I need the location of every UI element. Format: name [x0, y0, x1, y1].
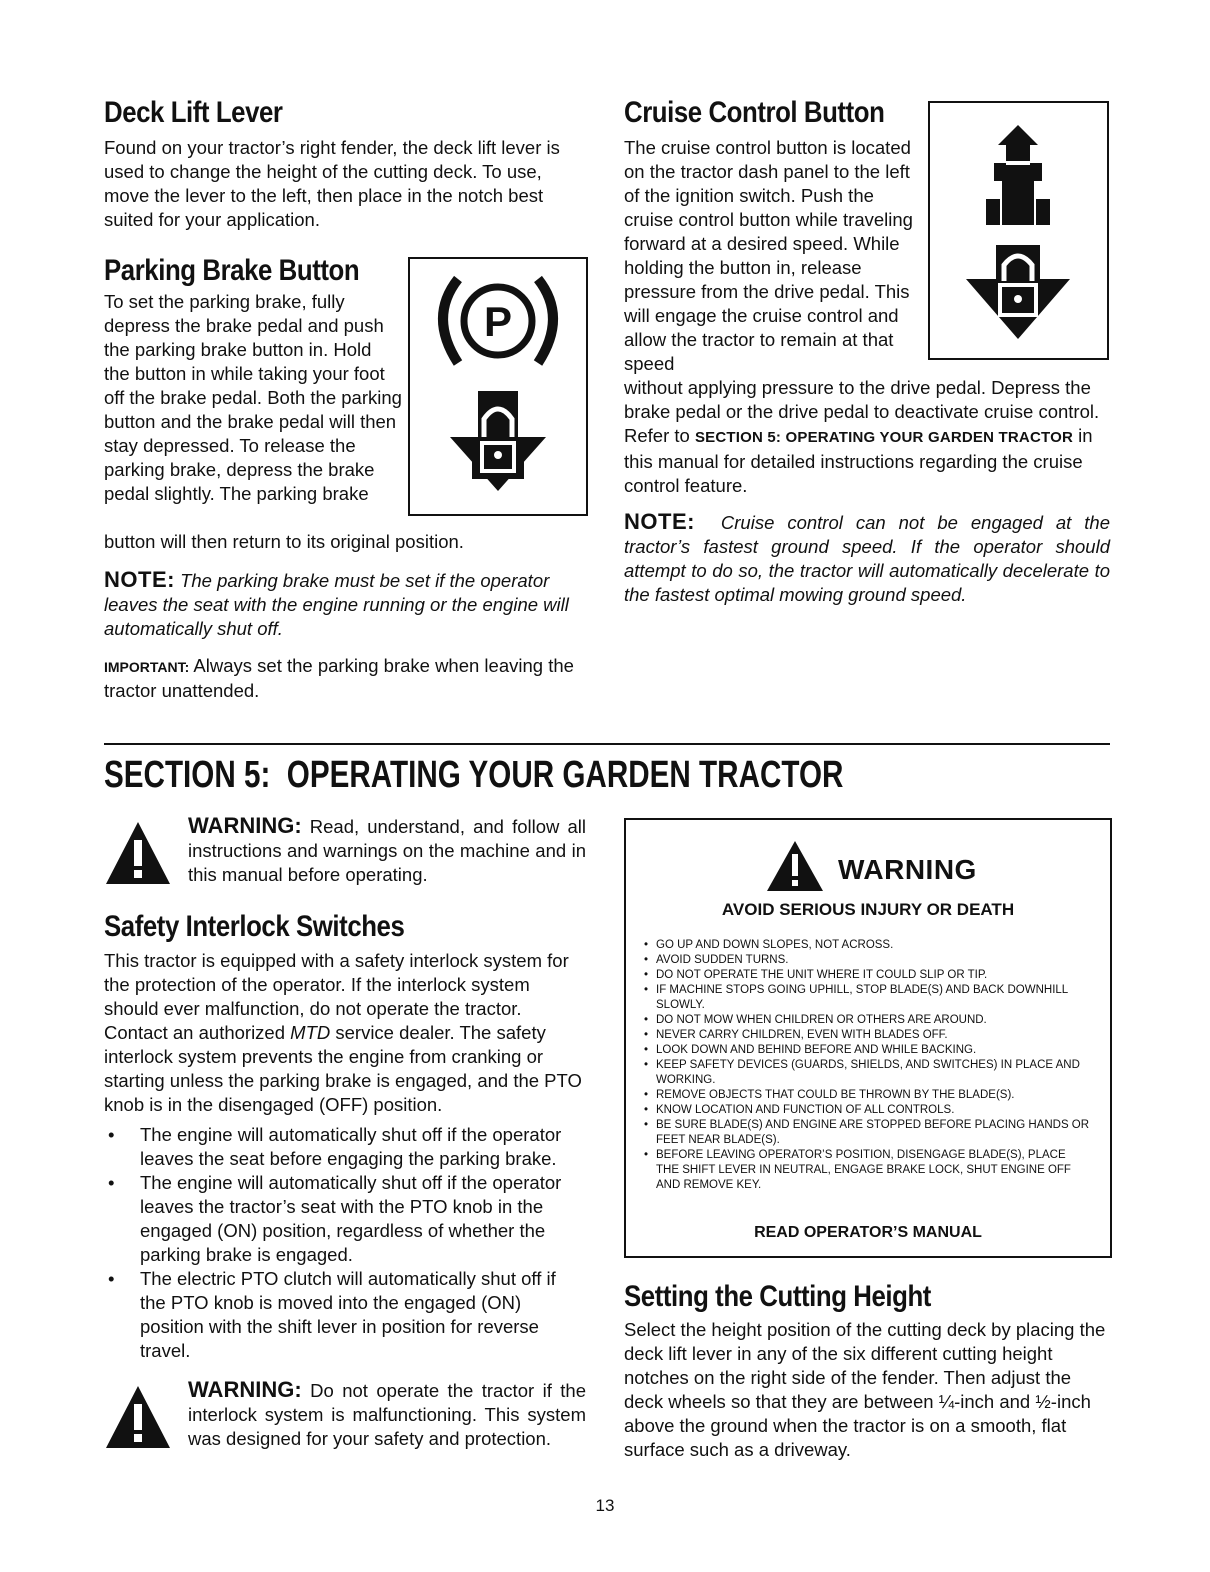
parking-important: [104, 654, 584, 703]
parking-brake-note: [104, 568, 588, 641]
cruise-section-ref: SECTION 5: OPERATING YOUR GARDEN TRACTOR: [694, 429, 1073, 446]
section-title: SECTION 5: OPERATING YOUR GARDEN TRACTOR: [104, 754, 844, 796]
warning-item: • KEEP SAFETY DEVICES (GUARDS, SHIELDS, AND SWITCHES) IN PLACE AND WORKING.: [642, 1058, 1090, 1088]
cruise-body-b: without applying pressure to the drive pedal. Depress the brake pedal or the drive pedal to deactivate cruise control. Refer to SECTION 5: OPERATING YOUR GARDEN TRACTOR in this manual for detailed instructions regarding the cruise control feature.: [624, 377, 1100, 496]
parking-note-text: The parking brake must be set if the operator leaves the seat with the engine running or the engine will automatically shut off.: [104, 570, 569, 639]
cruise-body-a: The cruise control button is located on the tractor dash panel to the left of the ignition switch. Push the cruise control button while traveling forward at a desired speed. While holding the button in, release pressure from the drive pedal. This will engage the cruise control and allow the tractor to remain at that speed: [624, 137, 913, 374]
warning-item: • KNOW LOCATION AND FUNCTION OF ALL CONTROLS.: [642, 1103, 1090, 1118]
cruise-icon-box: [928, 101, 1109, 360]
safety-body-end: service dealer. The safety interlock system prevents the engine from cranking or starting unless the parking brake is engaged, and the PTO knob is in the disengaged (OFF) position.: [104, 1022, 582, 1115]
cutting-height-body: Select the height position of the cutting deck by placing the deck lift lever in any of the six different cutting height notches on the right side of the fender. Then adjust the deck wheels so that they are between ¼-inch and ½-inch above the ground when the tractor is on a smooth, flat surface such as a driveway.: [624, 1319, 1106, 1460]
warning-2-label: WARNING:: [188, 1377, 302, 1402]
safety-interlock-body: [104, 949, 586, 1117]
safety-bullet-2: • The engine will automatically shut off if the operator leaves the tractor’s seat with the PTO knob in the engaged (ON) position, regardless of whether the parking brake is engaged.: [104, 1171, 586, 1267]
deck-lift-heading: Deck Lift Lever: [104, 96, 283, 129]
parking-brake-icon-box: [408, 257, 588, 516]
warning-item: • AVOID SUDDEN TURNS.: [642, 953, 1090, 968]
cruise-note: [624, 510, 1110, 607]
warning-item: • IF MACHINE STOPS GOING UPHILL, STOP BLADE(S) AND BACK DOWNHILL SLOWLY.: [642, 983, 1090, 1013]
parking-brake-icon: [410, 259, 586, 514]
important-label: IMPORTANT:: [104, 659, 190, 675]
warning-item: • LOOK DOWN AND BEHIND BEFORE AND WHILE BACKING.: [642, 1043, 1090, 1058]
parking-brake-heading: Parking Brake Button: [104, 254, 360, 287]
safety-interlock-heading: Safety Interlock Switches: [104, 910, 405, 943]
warning-item: • DO NOT OPERATE THE UNIT WHERE IT COULD SLIP OR TIP.: [642, 968, 1090, 983]
warning-box-triangle-icon: [766, 840, 824, 892]
safety-bullet-1: • The engine will automatically shut off if the operator leaves the seat before engaging the parking brake.: [104, 1123, 586, 1171]
cutting-height-heading: Setting the Cutting Height: [624, 1280, 931, 1313]
warning-1-text: Read, understand, and follow all instructions and warnings on the machine and in this manual before operating.: [188, 816, 587, 885]
warning-item: • GO UP AND DOWN SLOPES, NOT ACROSS.: [642, 938, 1090, 953]
cruise-note-text: Cruise control can not be engaged at the tractor’s fastest ground speed. If the operator should attempt to do so, the tractor will automatically decelerate to the fastest optimal mowing ground speed.: [624, 512, 1110, 605]
warning-triangle-icon-2: [104, 1384, 172, 1450]
parking-p-letter: P: [483, 298, 513, 345]
mtd-brand: MTD: [290, 1022, 331, 1043]
section-divider: [104, 743, 1110, 745]
warning-box-footer: READ OPERATOR’S MANUAL: [754, 1224, 982, 1241]
warning-item: • BE SURE BLADE(S) AND ENGINE ARE STOPPED BEFORE PLACING HANDS OR FEET NEAR BLADE(S).: [642, 1118, 1090, 1148]
warning-box-title: WARNING: [838, 854, 977, 885]
warning-box-subtitle: AVOID SERIOUS INJURY OR DEATH: [721, 900, 1015, 919]
warning-2-text: Do not operate the tractor if the interlock system is malfunctioning. This system was designed for your safety and protection.: [188, 1380, 586, 1449]
warning-item: • NEVER CARRY CHILDREN, EVEN WITH BLADES OFF.: [642, 1028, 1090, 1043]
warning-1: [188, 814, 586, 887]
deck-lift-body: Found on your tractor’s right fender, the deck lift lever is used to change the height of the cutting deck. To use, move the lever to the left, then place in the notch best suited for your application.: [104, 137, 560, 230]
cruise-control-icon: [930, 103, 1107, 358]
parking-brake-body-b: button will then return to its original position.: [104, 531, 464, 552]
warning-triangle-icon: [104, 820, 172, 886]
cruise-note-label: NOTE:: [624, 509, 695, 534]
warning-1-label: WARNING:: [188, 813, 302, 838]
safety-bullet-3: • The electric PTO clutch will automatically shut off if the PTO knob is moved into the engaged (ON) position with the shift lever in position for reverse travel.: [104, 1267, 586, 1363]
warning-2: [188, 1378, 586, 1451]
safety-body-start: This tractor is equipped with a safety interlock system for the protection of the operator. If the interlock system should ever malfunction, do not operate the tractor. Contact an authorized: [104, 950, 569, 1043]
warning-item: • BEFORE LEAVING OPERATOR’S POSITION, DISENGAGE BLADE(S), PLACE THE SHIFT LEVER IN NEUTRAL, ENGAGE BRAKE LOCK, SHUT ENGINE OFF AND REMOVE KEY.: [642, 1148, 1090, 1193]
parking-brake-body-a: To set the parking brake, fully depress the brake pedal and push the parking brake button in. Hold the button in while taking your foot off the brake pedal. Both the parking button and the brake pedal will then stay depressed. To release the parking brake, depress the brake pedal slightly. The parking brake: [104, 291, 402, 504]
cruise-heading: Cruise Control Button: [624, 96, 885, 129]
warning-item: • REMOVE OBJECTS THAT COULD BE THROWN BY THE BLADE(S).: [642, 1088, 1090, 1103]
safety-bullets: [104, 1123, 586, 1363]
warning-item: • DO NOT MOW WHEN CHILDREN OR OTHERS ARE AROUND.: [642, 1013, 1090, 1028]
parking-note-label: NOTE:: [104, 567, 175, 592]
page-number: 13: [595, 1496, 615, 1515]
warning-box-list: [642, 938, 1090, 1193]
warning-box: [624, 818, 1112, 1258]
important-text: Always set the parking brake when leaving the tractor unattended.: [104, 655, 574, 701]
